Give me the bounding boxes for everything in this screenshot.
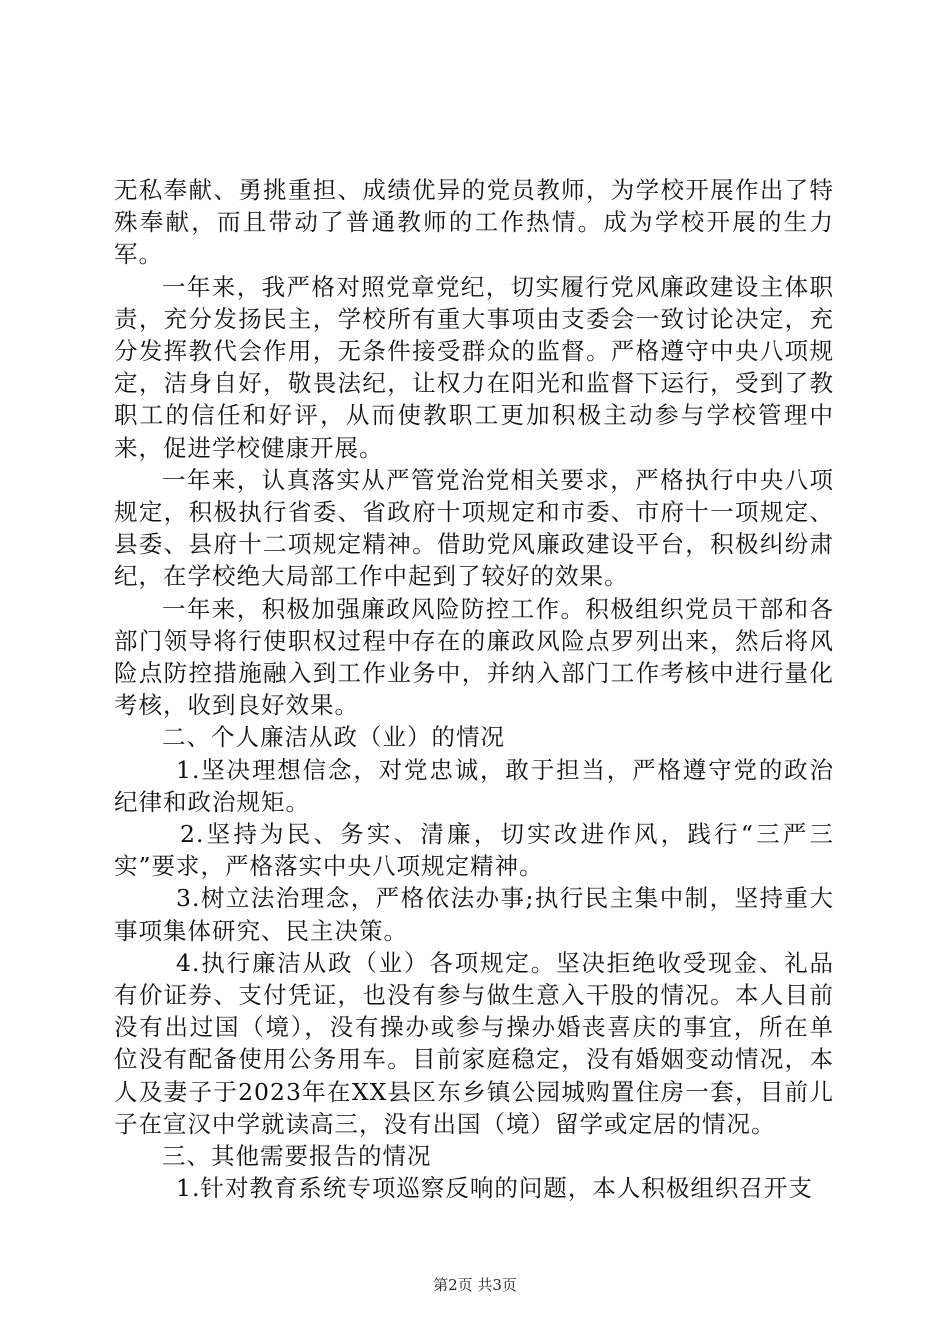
numbered-item-2: 2.坚持为民、务实、清廉，切实改进作风，践行“三严三实”要求，严格落实中央八项规定精神。 xyxy=(114,820,834,881)
numbered-item-section3-1: 1.针对教育系统专项巡察反响的问题，本人积极组织召开支 xyxy=(176,1174,813,1203)
paragraph-continuation: 无私奉献、勇挑重担、成绩优异的党员教师，为学校开展作出了特殊奉献，而且带动了普通教师的工作热情。成为学校开展的生力军。 xyxy=(114,176,834,269)
document-body xyxy=(114,174,834,1205)
numbered-item-3: 3.树立法治理念，严格依法办事;执行民主集中制，坚持重大事项集体研究、民主决策。 xyxy=(114,884,834,945)
section-heading-3: 三、其他需要报告的情况 xyxy=(162,1142,432,1171)
page-number-footer: 第2页 共3页 xyxy=(433,1276,517,1294)
paragraph-discipline: 一年来，认真落实从严管党治党相关要求，严格执行中央八项规定，积极执行省委、省政府十项规定和市委、市府十一项规定、县委、县府十二项规定精神。借助党风廉政建设平台，积极纠纷肃纪，在学校绝大局部工作中起到了较好的效果。 xyxy=(114,465,834,591)
paragraph-risk-control: 一年来，积极加强廉政风险防控工作。积极组织党员干部和各部门领导将行使职权过程中存在的廉政风险点罗列出来，然后将风险点防控措施融入到工作业务中，并纳入部门工作考核中进行量化考核，收到良好效果。 xyxy=(114,594,834,720)
numbered-item-1: 1.坚决理想信念，对党忠诚，敢于担当，严格遵守党的政治纪律和政治规矩。 xyxy=(114,755,834,816)
section-heading-2: 二、个人廉洁从政（业）的情况 xyxy=(162,723,505,752)
numbered-item-4: 4.执行廉洁从政（业）各项规定。坚决拒绝收受现金、礼品有价证券、支付凭证，也没有参与做生意入干股的情况。本人目前没有出过国（境），没有操办或参与操办婚丧喜庆的事宜，所在单位没有配备使用公务用车。目前家庭稳定，没有婚姻变动情况，本人及妻子于2023年在XX县区东乡镇公园城购置住房一套，目前儿子在宣汉中学就读高三，没有出国（境）留学或定居的情况。 xyxy=(114,948,834,1138)
paragraph-responsibility: 一年来，我严格对照党章党纪，切实履行党风廉政建设主体职责，充分发扬民主，学校所有重大事项由支委会一致讨论决定，充分发挥教代会作用，无条件接受群众的监督。严格遵守中央八项规定，洁身自好，敬畏法纪，让权力在阳光和监督下运行，受到了教职工的信任和好评，从而使教职工更加积极主动参与学校管理中来，促进学校健康开展。 xyxy=(114,272,834,462)
